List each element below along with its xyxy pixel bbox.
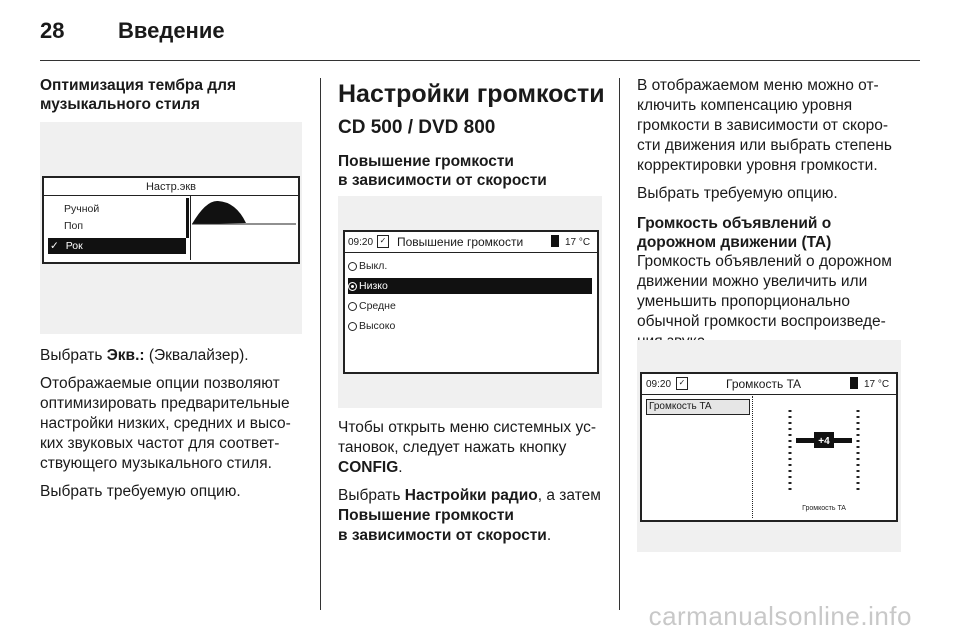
model-subheading: CD 500 / DVD 800 [338, 117, 496, 138]
clock: 09:20 [348, 237, 374, 248]
section-heading-volume: Настройки громкости [338, 80, 605, 108]
right-paragraph-2: Выбрать требуемую опцию. [637, 185, 838, 202]
page-title: Введение [118, 18, 225, 43]
option-label: Средне [359, 300, 396, 312]
left-paragraph-1 [40, 346, 302, 366]
option-label: Высоко [359, 320, 396, 332]
screen-divider [190, 196, 191, 260]
text: Выбрать [40, 347, 107, 364]
check-box-icon: ✓ [377, 235, 389, 248]
speed-volume-screen [343, 230, 599, 374]
menu-label-radio-settings: Настройки радио [404, 487, 538, 504]
eq-curve [192, 201, 246, 224]
left-paragraph-2: Отображаемые опции позволяют оптимизировать предварительные настройки низких, средних и высо-ких звуковых частот для соответ-ствующего музыкального стиля. [40, 375, 291, 472]
menu-label-speed-volume: в зависимости от скорости [338, 527, 547, 544]
equalizer-screen-title: Настр.экв [145, 181, 197, 193]
header-rule [40, 60, 920, 61]
page-number: 28 [40, 18, 65, 43]
eq-item-pop[interactable]: Поп [64, 220, 84, 232]
option-medium[interactable] [348, 300, 396, 312]
section-heading-equalizer: Оптимизация тембра для музыкального стиля [40, 77, 237, 113]
check-box-icon: ✓ [676, 377, 688, 390]
eq-item-manual[interactable]: Ручной [64, 203, 100, 215]
right-text [637, 76, 905, 360]
heading-line: Повышение громкости [338, 153, 514, 170]
equalizer-figure [40, 122, 302, 334]
heading-line: в зависимости от скорости [338, 172, 547, 189]
watermark: carmanualsonline.info [648, 601, 912, 631]
ta-volume-menu-item[interactable]: Громкость TA [646, 399, 750, 415]
option-off[interactable] [348, 260, 387, 272]
scrollbar[interactable] [186, 198, 189, 238]
option-high[interactable] [348, 320, 395, 332]
radio-icon [348, 322, 357, 331]
temperature: 17 °C [565, 237, 591, 248]
eq-item-rock-label: Рок [65, 240, 83, 252]
text: (Эквалайзер). [144, 347, 249, 364]
ta-volume-figure [637, 340, 901, 552]
slider-value: +4 [818, 436, 830, 447]
phone-icon [551, 235, 559, 247]
ta-volume-slider-graph [754, 396, 894, 518]
radio-selected-icon [348, 282, 357, 291]
ta-volume-heading: Громкость объявлений о дорожном движении (TA) [637, 215, 832, 251]
equalizer-screen [42, 176, 300, 264]
button-label-config: CONFIG [338, 459, 399, 476]
ta-volume-screen [640, 372, 898, 522]
left-paragraph-3: Выбрать требуемую опцию. [40, 483, 241, 500]
radio-icon [348, 262, 357, 271]
temperature: 17 °C [864, 379, 890, 390]
check-icon: ✓ [50, 240, 59, 252]
text: . [546, 527, 552, 544]
menu-label-eq: Экв.: [106, 347, 145, 364]
radio-icon [348, 302, 357, 311]
phone-icon [850, 377, 858, 389]
column-divider-2 [619, 78, 620, 610]
middle-text [338, 418, 604, 554]
text: . [398, 459, 403, 476]
left-text [40, 346, 302, 510]
speed-volume-heading [338, 152, 608, 190]
screen-divider [345, 252, 597, 253]
text: , а затем [537, 487, 601, 504]
screen-title: Громкость TA [726, 377, 802, 391]
option-low[interactable] [348, 278, 592, 294]
text: Выбрать [338, 487, 405, 504]
screen-divider [642, 394, 896, 395]
right-paragraph-3: Громкость объявлений о дорожном движении можно увеличить или уменьшить пропорционально обычной громкости воспроизведе- [637, 253, 892, 330]
text: Чтобы открыть меню системных ус-тановок, следует нажать кнопку [338, 419, 596, 456]
middle-paragraph-1 [338, 418, 604, 478]
middle-paragraph-2 [338, 486, 604, 546]
screen-title: Повышение громкости [397, 235, 524, 249]
column-divider-1 [320, 78, 321, 610]
eq-item-rock[interactable] [48, 238, 186, 254]
slider-caption: Громкость TA [802, 505, 846, 512]
option-label: Выкл. [359, 260, 388, 272]
eq-curve-graph [192, 196, 296, 260]
clock: 09:20 [646, 379, 672, 390]
right-paragraph-1: В отображаемом меню можно от-ключить компенсацию уровня громкости в зависимости от скоро-сти движения или выбрать степень корректировки уровня громкости. [637, 77, 892, 174]
speed-volume-figure [338, 196, 602, 408]
menu-label-speed-volume: Повышение громкости [338, 507, 514, 524]
option-label: Низко [359, 280, 388, 292]
